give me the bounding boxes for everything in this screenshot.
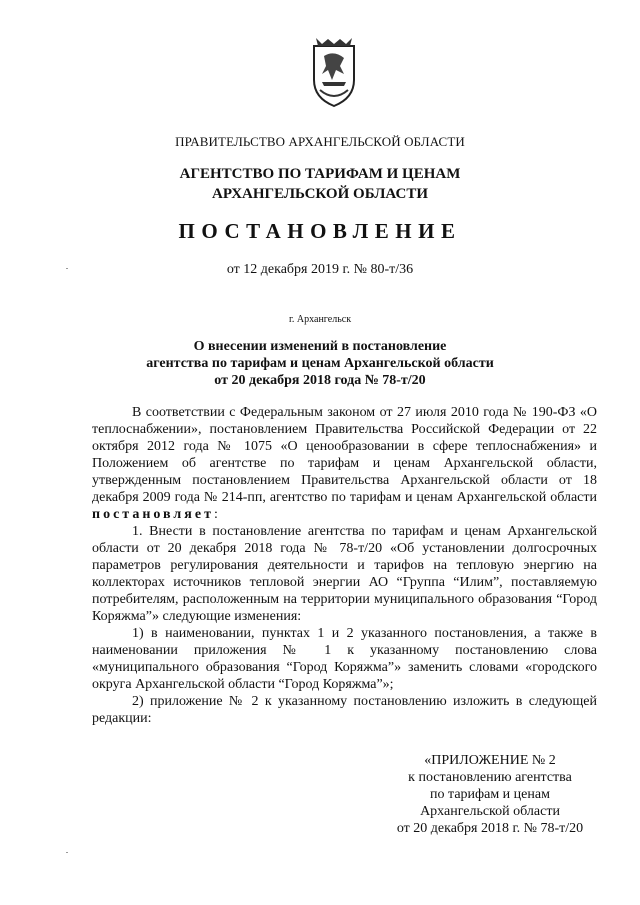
item-1-paragraph: 1. Внести в постановление агентства по тарифам и ценам Архангельской области от 20 декабря 2018 года № 78-т/20 «Об установлении долгосрочных параметров регулирования деятельности и тарифов на тепловую энергию на коллекторах источников тепловой энергии АО “Группа “Илим”, поставляемую потребителям, расположенным на территории муниципального образования “Город Коряжма”» следующие изменения: [92,524,597,624]
appendix-line2: к постановлению агентства [408,770,572,785]
appendix-line5: от 20 декабря 2018 г. № 78-т/20 [396,821,584,836]
appendix-line3: по тарифам и ценам [430,787,550,802]
agency-name-line1: АГЕНТСТВО ПО ТАРИФАМ И ЦЕНАМ [179,166,461,182]
preamble-text: В соответствии с Федеральным законом от 27 июля 2010 года № 190-ФЗ «О теплоснабжении», постановлением Правительства Российской Федерации от 22 октября 2012 года № 1075 «О ценообразовании в сфере теплоснабжения» и Положением об агентстве по тарифам и ценам Архангельской области, утвержденным постановлением Правительства Архангельской области от 18 декабря 2009 года № 214-пп, агентство по тарифам и ценам Архангельской области [92,405,597,505]
coat-of-arms-emblem [310,36,358,108]
scan-speck [66,268,68,269]
document-body [92,404,597,727]
agency-name [60,164,580,204]
document-city: г. Архангельск [288,314,352,325]
subject-line3: от 20 декабря 2018 года № 78-т/20 [214,373,426,388]
appendix-line4: Архангельской области [420,804,560,819]
document-type-title: ПОСТАНОВЛЕНИЕ [178,219,462,243]
agency-name-line2: АРХАНГЕЛЬСКОЙ ОБЛАСТИ [212,186,428,202]
subject-line2: агентства по тарифам и ценам Архангельской области [146,356,494,371]
document-date-number: от 12 декабря 2019 г. № 80-т/36 [226,262,414,277]
document-subject [60,338,580,389]
appendix-line1: «ПРИЛОЖЕНИЕ № 2 [424,753,556,768]
resolves-word: постановляет [92,507,214,522]
scan-speck [66,852,68,853]
subject-line1: О внесении изменений в постановление [193,339,447,354]
item-1-2-paragraph: 2) приложение № 2 к указанному постановлению изложить в следующей редакции: [92,694,597,726]
preamble-paragraph: В соответствии с Федеральным законом от 27 июля 2010 года № 190-ФЗ «О теплоснабжении», постановлением Правительства Российской Федерации от 22 октября 2012 года № 1075 «О ценообразовании в сфере теплоснабжения» и Положением об агентстве по тарифам и ценам Архангельской области, утвержденным постановлением Правительства Архангельской области от 18 декабря 2009 года № 214-пп, агентство по тарифам и ценам Архангельской области постановляет: [92,405,597,522]
item-1-1-paragraph: 1) в наименовании, пунктах 1 и 2 указанного постановления, а также в наименовании приложения № 1 к указанному постановлению слова «муниципального образования “Город Коряжма”» заменить словами «городского округа Архангельской области “Город Коряжма”»; [92,626,597,692]
government-name: ПРАВИТЕЛЬСТВО АРХАНГЕЛЬСКОЙ ОБЛАСТИ [175,134,465,149]
appendix-header [380,752,600,837]
